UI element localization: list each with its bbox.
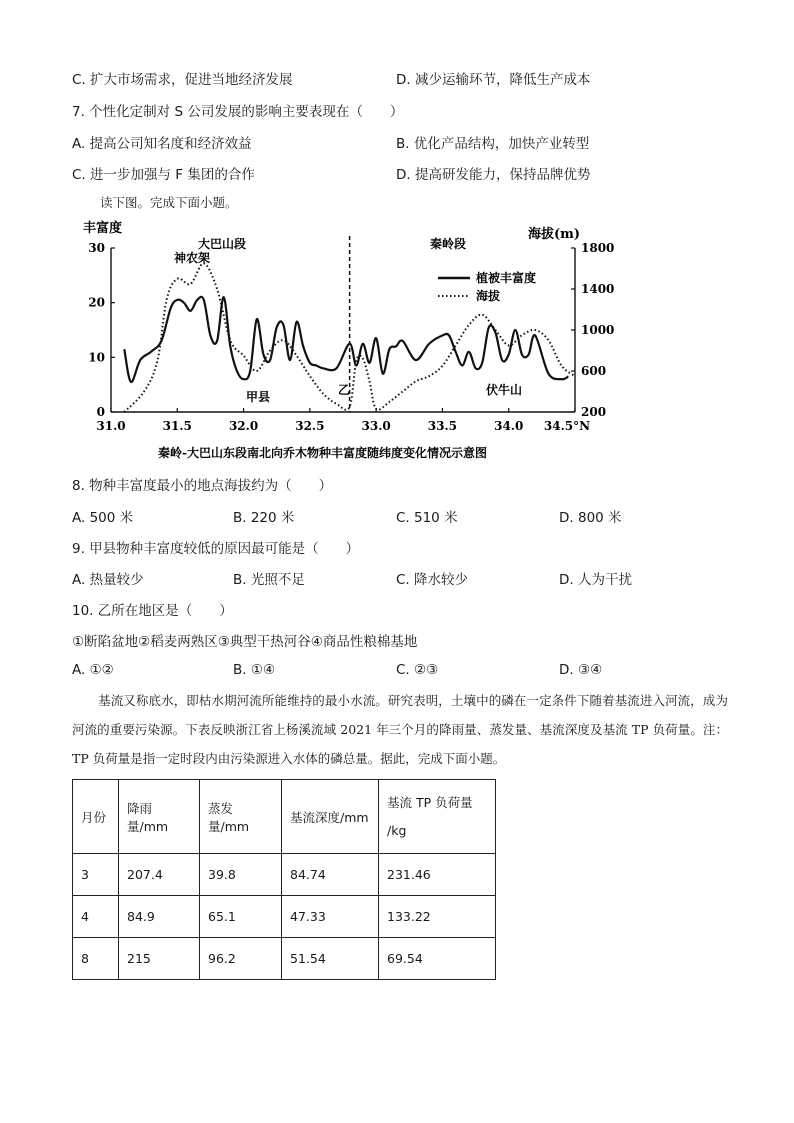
q9-stem: 9. 甲县物种丰富度较低的原因最可能是（ ） bbox=[72, 541, 360, 557]
q6-option-c: C. 扩大市场需求，促进当地经济发展 bbox=[72, 72, 293, 88]
x-tick-label: 31.0 bbox=[96, 419, 126, 433]
q10-option-a: A. ①② bbox=[72, 662, 114, 678]
cell-rainfall: 84.9 bbox=[119, 896, 200, 938]
q8-option-c: C. 510 米 bbox=[396, 510, 458, 526]
label-jiaxian: 甲县 bbox=[246, 390, 271, 404]
cell-baseflow-depth: 47.33 bbox=[282, 896, 379, 938]
x-tick-label: 32.0 bbox=[228, 419, 259, 433]
table-row bbox=[73, 938, 496, 980]
cell-month: 4 bbox=[73, 896, 119, 938]
q6-option-d: D. 减少运输环节，降低生产成本 bbox=[396, 72, 591, 88]
table-row bbox=[73, 854, 496, 896]
legend-elevation: 海拔 bbox=[476, 289, 501, 303]
y-left-tick-label: 30 bbox=[88, 241, 105, 255]
label-qinling: 秦岭段 bbox=[430, 237, 467, 251]
latitude-richness-chart bbox=[78, 218, 638, 466]
header-tp-load-line2: /kg bbox=[387, 822, 407, 838]
y-right-tick-label: 200 bbox=[581, 405, 607, 419]
intro-text: 读下图。完成下面小题。 bbox=[100, 195, 238, 210]
cell-month: 3 bbox=[73, 854, 119, 896]
q9-option-d: D. 人为干扰 bbox=[559, 572, 632, 588]
y-left-tick-label: 20 bbox=[88, 295, 105, 310]
q10-stem: 10. 乙所在地区是（ ） bbox=[72, 603, 233, 619]
x-tick-label: 34.0 bbox=[494, 419, 524, 433]
cell-evaporation: 65.1 bbox=[200, 896, 282, 938]
cell-tp-load: 69.54 bbox=[379, 938, 496, 980]
cell-evaporation: 96.2 bbox=[200, 938, 282, 980]
table-row bbox=[73, 896, 496, 938]
label-funiushan: 伏牛山 bbox=[486, 383, 523, 397]
legend-richness: 植被丰富度 bbox=[476, 271, 537, 285]
q7-option-d: D. 提高研发能力，保持品牌优势 bbox=[396, 167, 591, 183]
header-month: 月份 bbox=[73, 780, 119, 854]
q7-option-c: C. 进一步加强与 F 集团的合作 bbox=[72, 167, 255, 183]
x-tick-label: 34.5°N bbox=[543, 419, 591, 433]
q8-option-a: A. 500 米 bbox=[72, 510, 134, 526]
q7-stem: 7. 个性化定制对 S 公司发展的影响主要表现在（ ） bbox=[72, 104, 404, 120]
q8-option-b: B. 220 米 bbox=[233, 510, 295, 526]
left-axis-title: 丰富度 bbox=[83, 221, 123, 236]
baseflow-table bbox=[72, 779, 496, 980]
q8-option-d: D. 800 米 bbox=[559, 510, 622, 526]
label-yi: 乙 bbox=[338, 383, 351, 397]
q9-option-c: C. 降水较少 bbox=[396, 572, 469, 588]
q7-option-b: B. 优化产品结构，加快产业转型 bbox=[396, 136, 590, 152]
y-right-tick-label: 600 bbox=[581, 364, 607, 378]
y-left-tick-label: 10 bbox=[88, 350, 105, 365]
y-right-tick-label: 1400 bbox=[581, 282, 615, 296]
x-tick-label: 32.5 bbox=[295, 419, 325, 433]
cell-rainfall: 215 bbox=[119, 938, 200, 980]
cell-rainfall: 207.4 bbox=[119, 854, 200, 896]
chart-caption: 秦岭-大巴山东段南北向乔木物种丰富度随纬度变化情况示意图 bbox=[158, 446, 487, 460]
header-rainfall: 降雨量/mm bbox=[119, 780, 200, 854]
passage bbox=[72, 686, 728, 773]
cell-tp-load: 133.22 bbox=[379, 896, 496, 938]
header-tp-load-line1: 基流 TP 负荷量 bbox=[387, 794, 473, 810]
cell-tp-load: 231.46 bbox=[379, 854, 496, 896]
x-tick-label: 33.5 bbox=[427, 419, 458, 433]
q7-option-a: A. 提高公司知名度和经济效益 bbox=[72, 136, 252, 152]
cell-baseflow-depth: 84.74 bbox=[282, 854, 379, 896]
label-dabashan: 大巴山段 bbox=[198, 237, 247, 251]
q10-option-b: B. ①④ bbox=[233, 662, 276, 678]
cell-evaporation: 39.8 bbox=[200, 854, 282, 896]
right-axis-title: 海拔(m) bbox=[528, 227, 581, 242]
q8-stem: 8. 物种丰富度最小的地点海拔约为（ ） bbox=[72, 478, 333, 494]
cell-month: 8 bbox=[73, 938, 119, 980]
q9-option-a: A. 热量较少 bbox=[72, 572, 144, 588]
cell-baseflow-depth: 51.54 bbox=[282, 938, 379, 980]
header-tp-load bbox=[379, 780, 496, 854]
label-shennongjia: 神农架 bbox=[174, 251, 211, 265]
richness-series-line bbox=[124, 297, 568, 382]
x-tick-label: 31.5 bbox=[162, 419, 192, 433]
y-right-tick-label: 1800 bbox=[581, 241, 615, 255]
y-left-tick-label: 0 bbox=[96, 405, 105, 419]
q10-option-d: D. ③④ bbox=[559, 662, 603, 678]
passage-text: 基流又称底水，即枯水期河流所能维持的最小水流。研究表明，土壤中的磷在一定条件下随着基流进入河流，成为河流的重要污染源。下表反映浙江省上杨溪流域 2021 年三个月的降雨量、蒸发量、基流深度及基流 TP 负荷量。注：TP 负荷量是指一定时段内由污染源进入水体的磷总量。据此，完成下面小题。 bbox=[72, 693, 728, 766]
table-header-row bbox=[73, 780, 496, 854]
q10-option-c: C. ②③ bbox=[396, 662, 439, 678]
x-tick-label: 33.0 bbox=[361, 419, 391, 433]
q9-option-b: B. 光照不足 bbox=[233, 572, 305, 588]
y-right-tick-label: 1000 bbox=[581, 323, 615, 337]
q10-choices: ①断陷盆地②稻麦两熟区③典型干热河谷④商品性粮棉基地 bbox=[72, 634, 418, 650]
header-baseflow-depth: 基流深度/mm bbox=[282, 780, 379, 854]
header-evaporation: 蒸发量/mm bbox=[200, 780, 282, 854]
